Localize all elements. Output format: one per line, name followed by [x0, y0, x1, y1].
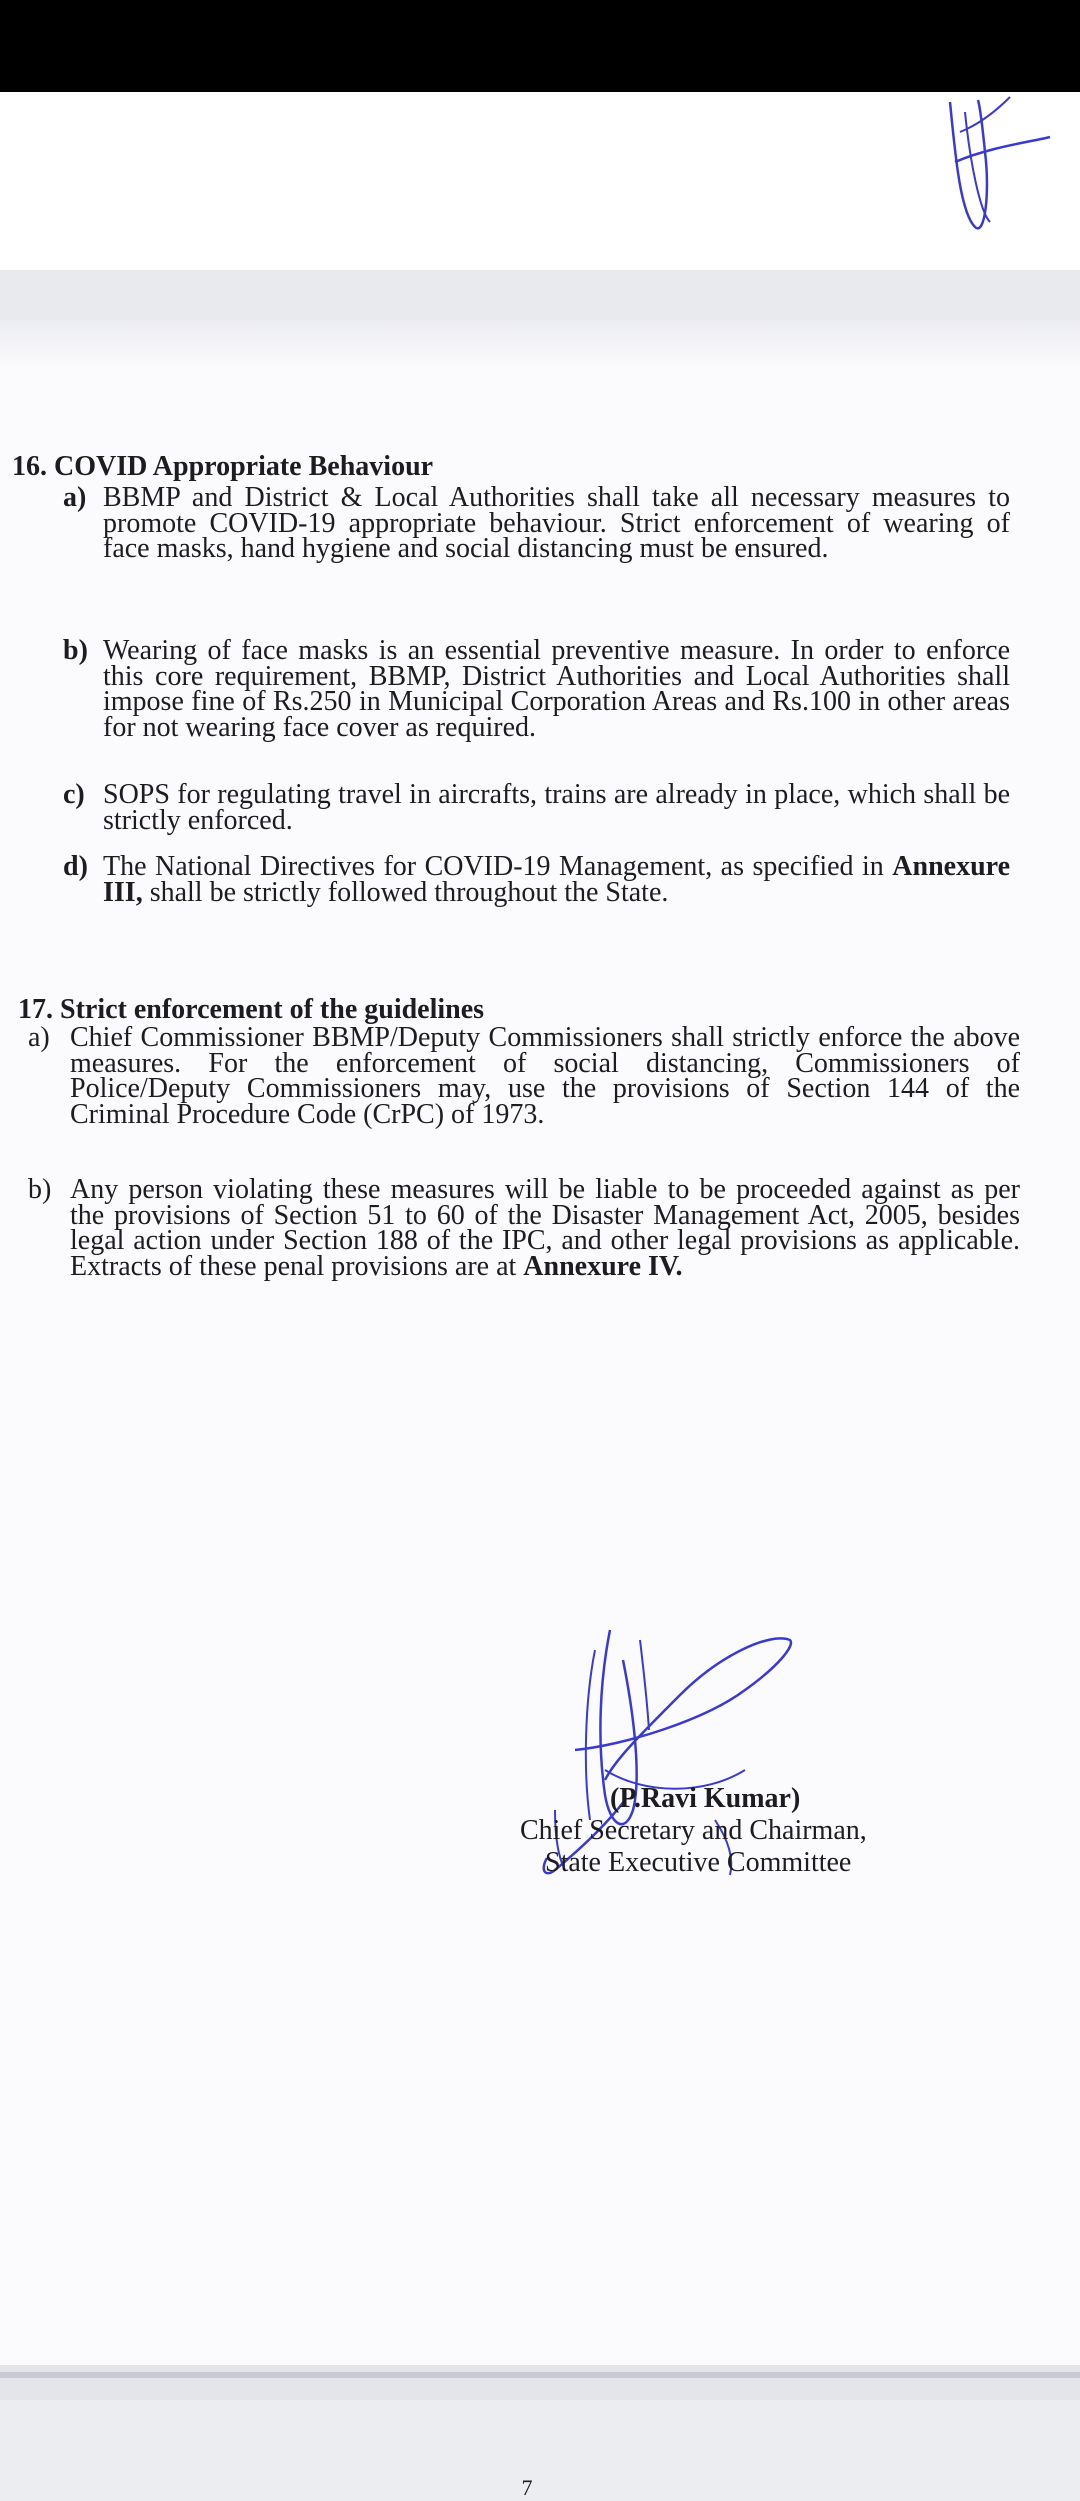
section-16-item-c	[63, 779, 1010, 836]
page-number: 7	[521, 2475, 533, 2500]
item-marker: c)	[63, 779, 85, 810]
section-16-item-d	[63, 851, 1010, 908]
page-top-shade	[0, 320, 1080, 370]
item-text-pre: The National Directives for COVID-19 Management, as specified in	[103, 851, 893, 882]
section-16-item-b	[63, 635, 1010, 743]
item-marker: a)	[63, 482, 87, 513]
page-gap	[0, 270, 1080, 320]
item-marker: b)	[63, 635, 88, 666]
previous-page-fragment	[0, 92, 1080, 270]
item-text	[70, 1174, 1020, 1282]
signatory-name: (P.Ravi Kumar)	[610, 1783, 801, 1814]
item-text-post: shall be strictly followed throughout the State.	[142, 876, 669, 908]
item-text: SOPS for regulating travel in aircrafts, trains are already in place, which shall be strictly enforced.	[103, 779, 1010, 836]
section-17-heading: 17. Strict enforcement of the guidelines	[18, 994, 485, 1025]
signature-block	[520, 1783, 940, 1879]
page-bottom-edge	[0, 2372, 1080, 2378]
section-17-item-a	[28, 1022, 1020, 1130]
status-bar	[0, 0, 1080, 92]
viewer-bottom	[0, 2365, 1080, 2400]
item-text: Chief Commissioner BBMP/Deputy Commissioners shall strictly enforce the above measures. For the enforcement of social distancing, Commissioners of Police/Deputy Commissioners may, use the provisions of Section 144 of the Criminal Procedure Code (CrPC) of 1973.	[70, 1022, 1020, 1130]
signatory-committee: State Executive Committee	[545, 1847, 852, 1878]
item-marker: d)	[63, 851, 88, 882]
signatory-title: Chief Secretary and Chairman,	[520, 1815, 867, 1846]
item-text	[103, 851, 1010, 908]
item-marker: a)	[28, 1022, 50, 1053]
document-page[interactable]	[0, 320, 1080, 2500]
item-text-pre: Any person violating these measures will be liable to be proceeded against as per the provisions of Section 51 to 60 of the Disaster Management Act, 2005, besides legal action under Section 188 of the IPC, and other legal provisions as applicable. Extracts of these penal provisions are at	[70, 1174, 1020, 1282]
section-16-item-a	[63, 482, 1010, 564]
annexure-iii-ref: Annexure III,	[103, 851, 1010, 908]
item-text: BBMP and District & Local Authorities shall take all necessary measures to promote COVID-19 appropriate behaviour. Strict enforcement of wearing of face masks, hand hygiene and social distancing must be ensured.	[103, 482, 1010, 564]
item-marker: b)	[28, 1174, 52, 1205]
item-text: Wearing of face masks is an essential preventive measure. In order to enforce this core requirement, BBMP, District Authorities and Local Authorities shall impose fine of Rs.250 in Municipal Corporation Areas and Rs.100 in other areas for not wearing face cover as required.	[103, 635, 1010, 743]
section-17-item-b	[28, 1174, 1020, 1282]
section-16-heading: 16. COVID Appropriate Behaviour	[12, 451, 434, 482]
previous-page-signature-mark	[930, 92, 1070, 242]
annexure-iv-ref: Annexure IV.	[523, 1250, 683, 1282]
